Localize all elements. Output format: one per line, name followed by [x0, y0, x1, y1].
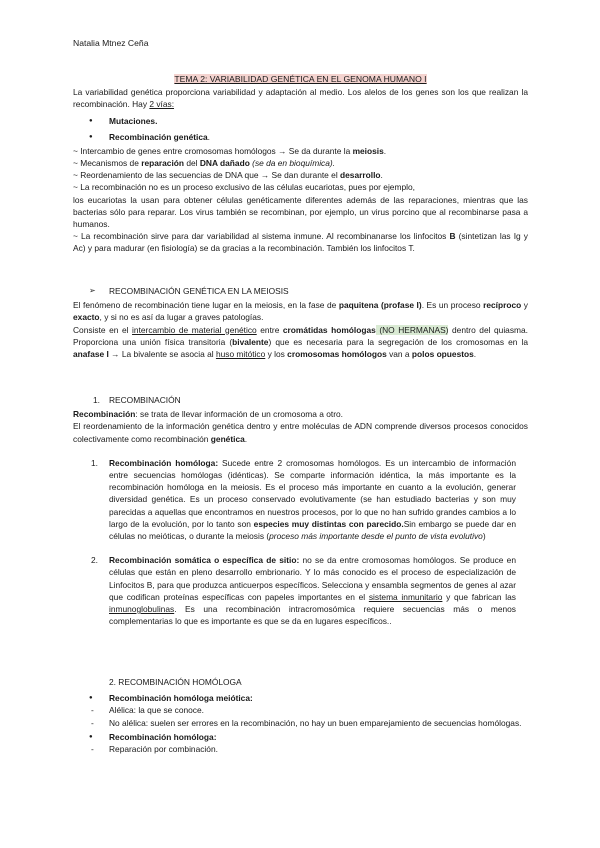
item-number: 2. — [91, 555, 98, 566]
intro-line: ~ Intercambio de genes entre cromosomas homólogos → Se da durante la meiosis. — [73, 145, 387, 156]
text-underlined: huso mitótico — [215, 349, 266, 360]
intro-line: ~ La recombinación no es un proceso exclusivo de las células eucariotas, pues por ejemplo, — [73, 182, 415, 193]
intro-ways: 2 vías: — [149, 99, 175, 110]
text: El fenómeno de recombinación tiene lugar en la meiosis, en la fase de — [73, 300, 339, 311]
text-bold: reparación — [141, 158, 185, 169]
bullet-mutaciones — [73, 115, 528, 127]
text-bold: paquitena (profase I) — [338, 300, 422, 311]
section-heading: ➢ RECOMBINACIÓN GENÉTICA EN LA MEIOSIS — [73, 285, 528, 297]
text-bold: recíproco — [483, 300, 522, 311]
heading-number: 1. — [93, 395, 100, 405]
bullet-text: Mutaciones. — [109, 116, 158, 127]
text: ~ La recombinación sirve para dar variabilidad al sistema inmune. Al recombinanarse los linfocitos — [73, 231, 450, 242]
text-bold: desarrollo — [340, 170, 381, 181]
text: Consiste en el — [73, 324, 133, 335]
intro-text: La variabilidad genética proporciona variabilidad y adaptación al medio. Los alelos de los genes son los que realizan la recombinación. Hay — [73, 87, 528, 110]
text: → La bivalente se asocia al — [108, 349, 216, 360]
recomb-paragraph: El reordenamiento de la información genética dentro y entre moléculas de ADN comprende diversos procesos conocidos colectivamente como recombinación genética. — [73, 421, 528, 444]
intro-paragraph — [73, 86, 528, 110]
bullet-text: Recombinación homóloga meiótica: — [109, 693, 253, 704]
text-italic: (se da en bioquímica). — [249, 158, 336, 169]
title-text: TEMA 2: VARIABILIDAD GENÉTICA EN EL GENOMA HUMANO I — [174, 74, 427, 84]
intro-line: los eucariotas la usan para obtener células genéticamente diferentes además de las reparaciones, mientras que las bacterias sólo para reparar. Los virus también se recombinan, por ejemplo, un virus porcino que al recombinarse pasa a humanos. — [73, 194, 528, 230]
text: . Es una recombinación intracromosómica requiere secuencias más o menos complementarias lo que es importante es que se da en lugares específicos.. — [109, 604, 516, 627]
dash-item: - Alélica: la que se conoce. — [73, 704, 528, 716]
text: dentro del quiasma. Proporciona una unión física transitoria ( — [73, 324, 528, 347]
text: y — [521, 300, 528, 311]
text-bold: exacto — [73, 312, 100, 323]
item-number: 1. — [91, 457, 98, 468]
text: del — [184, 158, 200, 169]
text: . — [473, 349, 477, 360]
text: van a — [386, 349, 412, 360]
list-item-homologa — [73, 457, 516, 542]
text: entre — [256, 324, 283, 335]
text-bold: cromátidas homólogas — [282, 324, 376, 335]
text: : se trata de llevar información de un cromosoma a otro. — [135, 409, 343, 420]
text-bold: Recombinación — [73, 409, 136, 420]
text-bold: meiosis — [352, 145, 384, 156]
text: ~ Mecanismos de — [73, 158, 142, 169]
text: . Es un proceso — [421, 300, 484, 311]
text-bold: bivalente — [232, 336, 269, 347]
intro-line — [73, 157, 528, 169]
text-bold: Recombinación homóloga: — [109, 457, 219, 468]
recombinacion-section — [73, 394, 528, 627]
text-underlined: sistema inmunitario — [368, 591, 443, 602]
text-italic: proceso más importante desde el punto de vista evolutivo — [269, 531, 483, 542]
text: y que fabrican las — [442, 591, 516, 602]
bullet-text: Recombinación genética — [109, 131, 208, 142]
text-bold: genética — [210, 433, 245, 444]
text: , y si no es así da lugar a graves patologías. — [99, 312, 264, 323]
bullet-meiotica — [73, 692, 528, 704]
text-bold: Recombinación somática o específica de sitio: — [109, 555, 300, 566]
bullet-recombinacion: ● Recombinación genética. — [73, 131, 528, 143]
text-bold: DNA dañado — [199, 158, 250, 169]
heading-text: RECOMBINACIÓN — [109, 395, 181, 405]
list-item-somatica — [73, 554, 516, 627]
meiosis-section — [73, 285, 528, 360]
text-underlined: intercambio de material genético — [132, 324, 257, 335]
text-bold: polos opuestos — [411, 349, 474, 360]
text: ) — [482, 531, 486, 542]
definition — [73, 408, 528, 420]
text-bold: especies muy distintas con parecido. — [253, 518, 404, 529]
text: y los — [265, 349, 288, 360]
section-heading — [73, 394, 528, 406]
text: ) que es necesaria para la segregación de los cromosomas en la — [268, 336, 529, 347]
page-title — [73, 73, 528, 85]
text: Sucede entre 2 cromosomas homólogos. Es un intercambio de información entre secuencias homólogas (idénticas). Se comparte información idéntica, la más importante es la recombinación homóloga en la meiosis. Es el proceso más importante en cuanto a la evolución, generar diversidad genética. Es un proceso conservado evolutivamente (se han estudiado bacterias y son muy parecidas a aquellas que encontramos en nuestros procesos, por lo que no han sufrido grandes cambios a lo largo de la evolución, por lo tanto son — [109, 457, 516, 529]
text-bold: cromosomas homólogos — [287, 349, 387, 360]
bullet-homologa — [73, 731, 528, 743]
author-name: Natalia Mtnez Ceña — [73, 38, 149, 48]
intro-section — [73, 86, 528, 255]
text-highlight: (NO HERMANAS) — [375, 324, 449, 335]
meiosis-paragraph — [73, 299, 528, 323]
section-heading: 2. RECOMBINACIÓN HOMÓLOGA — [109, 677, 242, 687]
text-bold: B — [449, 231, 456, 242]
text: ~ Reordenamiento de las secuencias de DNA que → Se dan durante el — [73, 170, 341, 181]
text: (sintetizan las Ig y Ac) y para madurar (en fisiología) se da gracias a la recombinación. También los linfocitos T. — [73, 231, 528, 254]
homologa-section — [73, 676, 528, 755]
dash-item: - No alélica: suelen ser errores en la recombinación, no hay un buen emparejamiento de secuencias homólogas. — [73, 717, 528, 729]
text-underlined: inmunoglobulinas — [109, 604, 175, 615]
text: El reordenamiento de la información genética dentro y entre moléculas de ADN comprende diversos procesos conocidos colectivamente como recombinación — [73, 421, 528, 444]
recomb-list — [73, 457, 528, 628]
text: ~ Intercambio de genes entre cromosomas homólogos → Se da durante la — [73, 145, 353, 156]
meiosis-paragraph — [73, 324, 528, 361]
dash-item: - Reparación por combinación. — [73, 743, 528, 755]
text-bold: anafase I — [73, 349, 109, 360]
bullet-text: Recombinación homóloga: — [109, 731, 217, 742]
intro-line — [73, 230, 528, 254]
text: Sin embargo se puede dar en células no meióticas, o durante la meiosis ( — [109, 518, 516, 542]
intro-line: ~ Reordenamiento de las secuencias de DNA que → Se dan durante el desarrollo. — [73, 170, 383, 181]
text: no se da entre cromosomas homólogos. Se produce en células que están en pleno desarrollo embrionario. Y lo más conocido es el proceso de especialización de Linfocitos B, para que produzca anticuerpos específicos. Selecciona y ensambla segmentos de genes al azar que codifican proteínas específicas con papeles importantes en el — [109, 555, 516, 602]
